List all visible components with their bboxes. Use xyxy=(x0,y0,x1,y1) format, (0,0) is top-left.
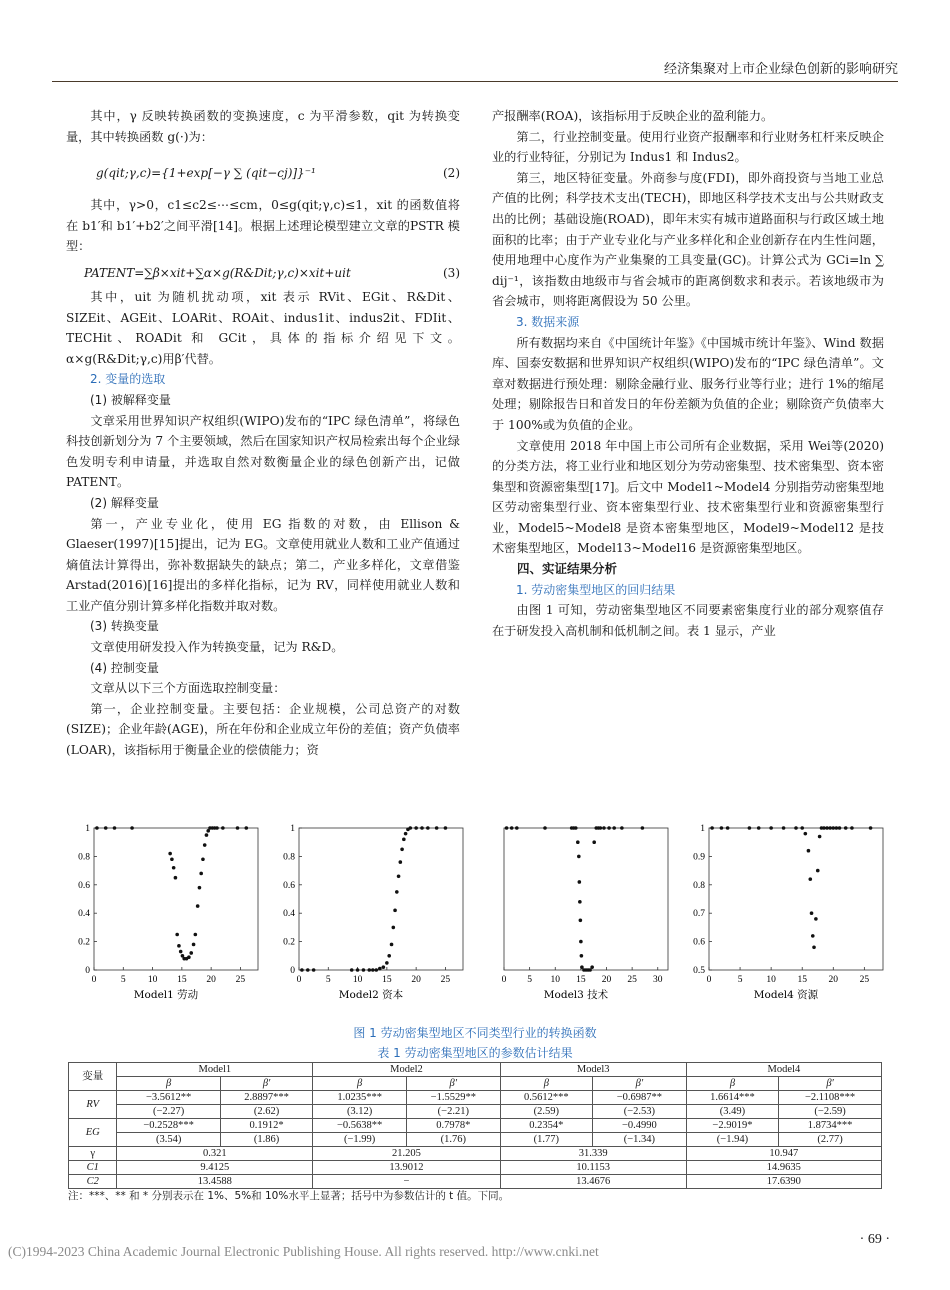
data-point xyxy=(399,860,403,864)
table-cell: (−1.34) xyxy=(593,1133,687,1147)
x-tick-label: 0 xyxy=(501,975,507,985)
table-cell: (3.12) xyxy=(313,1105,407,1119)
table-cell: − xyxy=(313,1175,500,1189)
data-point xyxy=(174,876,178,880)
equation-body: g(qit;γ,c)={1+exp[−γ ∑ (qit−cj)]}⁻¹ xyxy=(96,166,316,181)
table-cell: (−2.21) xyxy=(406,1105,500,1119)
data-point xyxy=(300,968,304,972)
data-point xyxy=(812,945,816,949)
table-cell: 21.205 xyxy=(313,1147,500,1161)
data-point xyxy=(392,926,396,930)
data-point xyxy=(395,890,399,894)
subsection-heading: (2) 解释变量 xyxy=(90,495,159,510)
data-point xyxy=(203,843,207,847)
x-tick-label: 0 xyxy=(91,975,97,985)
data-point xyxy=(641,826,645,830)
paragraph: 产报酬率(ROA)，该指标用于反映企业的盈利能力。 xyxy=(492,109,774,123)
x-tick-label: 10 xyxy=(147,975,158,985)
data-point xyxy=(822,826,826,830)
y-tick-label: 1 xyxy=(700,824,705,834)
data-point xyxy=(408,826,412,830)
equation-number: (2) xyxy=(443,166,460,181)
data-point xyxy=(444,826,448,830)
data-point xyxy=(816,869,820,873)
data-point xyxy=(818,835,822,839)
data-point xyxy=(414,826,418,830)
x-tick-label: 25 xyxy=(627,975,637,985)
paragraph: 文章使用 2018 年中国上市公司所有企业数据，采用 Wei等(2020)的分类方法，将工业行业和地区划分为劳动密集型、技术密集型、资本密集型和资源密集型[17]。后文中 Model1~Model4 分别指劳动密集型地区劳动密集型行业、资本密集型行业、技术密集型行业和资源密集型行业，Model5~Model8 是资本密集型地区，Model9~Model12 是技术密集型地区，Model13~Model16 是资源密集型地区。 xyxy=(492,438,884,556)
data-point xyxy=(170,857,174,861)
chart-title: Model4 资源 xyxy=(753,989,819,1001)
subsection-heading: (4) 控制变量 xyxy=(90,660,159,675)
data-point xyxy=(104,826,108,830)
data-point xyxy=(199,872,203,876)
data-point xyxy=(130,826,134,830)
table-caption: 表 1 劳动密集型地区的参数估计结果 xyxy=(377,1046,573,1060)
data-point xyxy=(844,826,848,830)
paragraph: 其中，uit 为随机扰动项，xit 表示 RVit、EGit、R&Dit、SIZEit、AGEit、LOARit、ROAit、indus1it、indus2it、FDIit、TECHit、ROADit 和 GCit，具体的指标介绍见下文。α×g(R&Dit;γ,c)用β′代替。 xyxy=(66,289,460,366)
y-tick-label: 0.6 xyxy=(78,880,90,891)
table-cell: Model1 xyxy=(117,1063,313,1077)
x-tick-label: 20 xyxy=(601,975,612,985)
chart-model1 xyxy=(70,820,260,1024)
data-point xyxy=(371,968,375,972)
chart-title: Model3 技术 xyxy=(543,989,609,1001)
x-tick-label: 5 xyxy=(527,975,532,985)
data-point xyxy=(350,968,354,972)
table-cell: 1.0235*** xyxy=(313,1091,407,1105)
x-tick-label: 5 xyxy=(737,975,743,985)
data-point xyxy=(221,826,225,830)
figure-caption: 图 1 劳动密集型地区不同类型行业的转换函数 xyxy=(353,1026,597,1040)
paragraph: 所有数据均来自《中国统计年鉴》《中国城市统计年鉴》、Wind 数据库、国泰安数据和世界知识产权组织(WIPO)发布的“IPC 绿色清单”。文章对数据进行预处理：剔除金融行业、服务行业等行业；进行 1%的缩尾处理；剔除报告日和首发日的年份差额为负值的企业；剔除资产负债率大于 100%或为负值的企业。 xyxy=(492,335,884,432)
data-point xyxy=(177,944,181,948)
data-point xyxy=(748,826,752,830)
data-point xyxy=(510,826,514,830)
table-row xyxy=(69,1119,882,1133)
x-tick-label: 25 xyxy=(859,975,870,985)
paragraph: 文章从以下三个方面选取控制变量： xyxy=(90,681,286,696)
table-row xyxy=(69,1091,882,1105)
data-point xyxy=(579,919,583,923)
data-point xyxy=(113,826,117,830)
paragraph: 第三，地区特征变量。外商参与度(FDI)，即外商投资与当地工业总产值的比例；科学技术支出(TECH)，即地区科学技术支出与公共财政支出的比例；基础设施(ROAD)，即年末实有城市道路面积与行政区域土地面积的比率；由于产业专业化与产业多样化和企业创新存在内生性问题，使用地理中心度作为产业集聚的工具变量(GC)。计算公式为 GCi=ln ∑ dij⁻¹，该指数由地级市与省会城市的距离倒数求和表示。若该地级市为省会城市，则将距离假设为 50 公里。 xyxy=(492,170,884,309)
table-cell: 1.6614*** xyxy=(686,1091,778,1105)
table-cell: β′ xyxy=(593,1077,687,1091)
table-row xyxy=(69,1105,882,1119)
data-point xyxy=(807,849,811,853)
table-cell: 13.9012 xyxy=(313,1161,500,1175)
table-cell: 0.2354* xyxy=(500,1119,592,1133)
data-point xyxy=(580,954,584,958)
equation-3 xyxy=(66,261,460,283)
x-tick-label: 10 xyxy=(766,975,776,985)
data-point xyxy=(828,826,832,830)
data-point xyxy=(393,909,397,913)
paragraph: 第一，企业控制变量。主要包括：企业规模，公司总资产的对数(SIZE)；企业年龄(AGE)，所在年份和企业成立年份的差值；资产负债率(LOAR)，该指标用于衡量企业的偿债能力；资 xyxy=(66,701,460,758)
y-tick-label: 1 xyxy=(290,824,295,834)
chart-model3 xyxy=(480,820,670,1024)
paragraph: 其中，γ>0，c1≤c2≤⋯≤cm，0≤g(qit;γ,c)≤1，xit 的函数值将在 b1′和 b1′+b2′之间平滑[14]。根据上述理论模型建立文章的PSTR 模型： xyxy=(66,198,460,254)
data-point xyxy=(577,855,581,859)
y-tick-label: 0 xyxy=(85,966,90,976)
data-point xyxy=(804,832,808,836)
table-cell: 13.4588 xyxy=(117,1175,313,1189)
y-tick-label: 0.2 xyxy=(283,937,295,948)
paragraph: 其中，γ 反映转换函数的变换速度，c 为平滑参数，qit 为转换变量，其中转换函数 g(·)为： xyxy=(66,109,460,144)
data-point xyxy=(400,848,404,852)
table-cell: (1.86) xyxy=(220,1133,312,1147)
data-point xyxy=(397,874,401,878)
x-tick-label: 30 xyxy=(653,975,663,985)
page-number: · 69 · xyxy=(859,1232,890,1247)
data-point xyxy=(825,826,829,830)
data-point xyxy=(404,832,408,836)
x-tick-label: 15 xyxy=(797,975,807,985)
paragraph: 由图 1 可知，劳动密集型地区不同要素密集度行业的部分观察值存在于研发投入高机制和低机制之间。表 1 显示，产业 xyxy=(492,603,884,638)
table-cell: β′ xyxy=(779,1077,882,1091)
data-point xyxy=(375,968,379,972)
paragraph: 第二，行业控制变量。使用行业资产报酬率和行业财务杠杆来反映企业的行业特征，分别记为 Indus1 和 Indus2。 xyxy=(492,129,884,165)
equation-body: PATENT=∑β×xit+∑α×g(R&Dit;γ,c)×xit+uit xyxy=(84,265,351,280)
data-point xyxy=(590,965,594,969)
plot-frame xyxy=(709,828,883,970)
x-tick-label: 5 xyxy=(325,975,331,985)
data-point xyxy=(515,826,519,830)
header-rule xyxy=(52,81,898,82)
table-row xyxy=(69,1161,882,1175)
left-column xyxy=(66,106,460,761)
data-point xyxy=(579,940,583,944)
table-header-row xyxy=(69,1063,882,1077)
table-cell: C2 xyxy=(69,1175,117,1189)
data-point xyxy=(578,880,582,884)
table-cell: β xyxy=(313,1077,407,1091)
y-tick-label: 0.9 xyxy=(693,852,705,863)
table-cell: 10.947 xyxy=(686,1147,881,1161)
data-point xyxy=(382,965,386,969)
table-cell: (1.76) xyxy=(406,1133,500,1147)
chart-model4 xyxy=(685,820,885,1024)
table-cell: 0.7978* xyxy=(406,1119,500,1133)
data-point xyxy=(782,826,786,830)
y-tick-label: 0.6 xyxy=(283,880,295,891)
table-cell: 变量 xyxy=(69,1063,117,1091)
equation-2 xyxy=(66,151,460,191)
paragraph: 文章采用世界知识产权组织(WIPO)发布的“IPC 绿色清单”，将绿色科技创新划分为 7 个主要领域，然后在国家知识产权局检索出每个企业绿色发明专利申请量，并选取自然对数衡量企业的绿色创新产出，记做 PATENT。 xyxy=(66,413,460,490)
data-point xyxy=(205,833,209,837)
data-point xyxy=(187,955,191,959)
table-cell: 0.5612*** xyxy=(500,1091,592,1105)
table-cell: β xyxy=(686,1077,778,1091)
data-point xyxy=(356,968,360,972)
table-cell: 14.9635 xyxy=(686,1161,881,1175)
table-cell: (−2.27) xyxy=(117,1105,220,1119)
table-header-row xyxy=(69,1077,882,1091)
data-point xyxy=(378,967,382,971)
y-tick-label: 0.4 xyxy=(283,909,295,920)
data-point xyxy=(757,826,761,830)
data-point xyxy=(505,826,509,830)
x-tick-label: 15 xyxy=(382,975,392,985)
data-point xyxy=(800,826,804,830)
data-point xyxy=(385,961,389,965)
data-point xyxy=(175,933,179,937)
table-cell: 1.8734*** xyxy=(779,1119,882,1133)
data-point xyxy=(168,852,172,856)
table-cell: 31.339 xyxy=(500,1147,686,1161)
data-point xyxy=(710,826,714,830)
data-point xyxy=(720,826,724,830)
data-point xyxy=(215,826,219,830)
data-point xyxy=(576,840,580,844)
data-point xyxy=(362,968,366,972)
table-row xyxy=(69,1133,882,1147)
data-point xyxy=(599,826,603,830)
table-row xyxy=(69,1147,882,1161)
y-tick-label: 0.8 xyxy=(283,852,295,863)
data-point xyxy=(602,826,606,830)
table-cell: β xyxy=(500,1077,592,1091)
data-point xyxy=(435,826,439,830)
table-cell: Model3 xyxy=(500,1063,686,1077)
data-point xyxy=(612,826,616,830)
x-tick-label: 10 xyxy=(550,975,560,985)
table-cell: 2.8897*** xyxy=(220,1091,312,1105)
data-point xyxy=(236,826,240,830)
chapter-heading: 四、实证结果分析 xyxy=(517,561,618,577)
data-point xyxy=(390,943,394,947)
table-cell: (2.59) xyxy=(500,1105,592,1119)
data-point xyxy=(196,904,200,908)
data-point xyxy=(312,968,316,972)
data-point xyxy=(543,826,547,830)
table-cell: 17.6390 xyxy=(686,1175,881,1189)
table-cell: β xyxy=(117,1077,220,1091)
data-point xyxy=(578,900,582,904)
x-tick-label: 25 xyxy=(235,975,246,985)
data-point xyxy=(769,826,773,830)
data-point xyxy=(811,934,815,938)
data-point xyxy=(387,954,391,958)
section-heading: 3. 数据来源 xyxy=(516,314,580,329)
table-cell: −2.9019* xyxy=(686,1119,778,1133)
x-tick-label: 20 xyxy=(206,975,216,985)
x-tick-label: 5 xyxy=(120,975,126,985)
y-tick-label: 0.2 xyxy=(78,937,90,948)
x-tick-label: 10 xyxy=(352,975,363,985)
table-cell: RV xyxy=(69,1091,117,1119)
chart-title: Model1 劳动 xyxy=(133,989,199,1001)
table-cell: 0.1912* xyxy=(220,1119,312,1133)
table-cell: −0.5638** xyxy=(313,1119,407,1133)
data-point xyxy=(810,911,814,915)
table-cell: C1 xyxy=(69,1161,117,1175)
y-tick-label: 0 xyxy=(290,966,295,976)
plot-frame xyxy=(94,828,258,970)
x-tick-label: 20 xyxy=(828,975,839,985)
data-point xyxy=(620,826,624,830)
data-point xyxy=(179,950,183,954)
data-point xyxy=(201,857,205,861)
data-point xyxy=(592,840,596,844)
paragraph: 第一，产业专业化，使用 EG 指数的对数，由 Ellison & Glaeser(1997)[15]提出，记为 EG。文章使用就业人数和工业产值通过熵值法计算得出，弥补数据缺失的缺点；第二，产业多样化，文章借鉴 Arstad(2016)[16]提出的多样化指标，记为 RV，同样使用就业人数和工业产值分别计算多样化指数并取对数。 xyxy=(66,516,460,613)
table-cell: (1.77) xyxy=(500,1133,592,1147)
table-cell: 10.1153 xyxy=(500,1161,686,1175)
section-heading: 2. 变量的选取 xyxy=(90,372,166,387)
data-point xyxy=(794,826,798,830)
data-point xyxy=(402,838,406,842)
table-cell: (2.77) xyxy=(779,1133,882,1147)
table-cell: Model4 xyxy=(686,1063,881,1077)
data-point xyxy=(189,951,193,955)
data-point xyxy=(607,826,611,830)
chart-title: Model2 资本 xyxy=(338,989,404,1001)
table-cell: (2.62) xyxy=(220,1105,312,1119)
chart-model2 xyxy=(275,820,465,1024)
table-cell: (−2.53) xyxy=(593,1105,687,1119)
y-tick-label: 0.7 xyxy=(693,909,705,920)
y-tick-label: 0.6 xyxy=(693,937,705,948)
x-tick-label: 0 xyxy=(706,975,712,985)
x-tick-label: 0 xyxy=(296,975,302,985)
table-cell: 9.4125 xyxy=(117,1161,313,1175)
data-point xyxy=(367,968,371,972)
table-cell: −0.6987** xyxy=(593,1091,687,1105)
equation-number: (3) xyxy=(443,265,460,280)
table-cell: β′ xyxy=(220,1077,312,1091)
table-cell: −3.5612** xyxy=(117,1091,220,1105)
x-tick-label: 25 xyxy=(440,975,451,985)
running-header: 经济集聚对上市企业绿色创新的影响研究 xyxy=(663,62,898,77)
data-point xyxy=(835,826,839,830)
subsection-heading: (1) 被解释变量 xyxy=(90,392,171,407)
table-cell: Model2 xyxy=(313,1063,500,1077)
plot-frame xyxy=(504,828,668,970)
data-point xyxy=(838,826,842,830)
data-point xyxy=(420,826,424,830)
plot-frame xyxy=(299,828,463,970)
x-tick-label: 20 xyxy=(411,975,421,985)
table-cell: −1.5529** xyxy=(406,1091,500,1105)
table-cell: 13.4676 xyxy=(500,1175,686,1189)
x-tick-label: 15 xyxy=(177,975,187,985)
table-cell: (−2.59) xyxy=(779,1105,882,1119)
paragraph: 文章使用研发投入作为转换变量，记为 R&D。 xyxy=(90,640,344,655)
table-row xyxy=(69,1175,882,1189)
y-tick-label: 0.8 xyxy=(78,852,90,863)
right-column xyxy=(492,106,884,641)
figure-1 xyxy=(70,820,890,1020)
y-tick-label: 0.5 xyxy=(693,966,705,976)
data-point xyxy=(808,877,812,881)
y-tick-label: 0.4 xyxy=(78,909,90,920)
copyright-footer: (C)1994-2023 China Academic Journal Electronic Publishing House. All rights reserved. http://www.cnki.net xyxy=(8,1244,599,1259)
table-cell: EG xyxy=(69,1119,117,1147)
x-tick-label: 15 xyxy=(576,975,586,985)
table-cell: −0.2528*** xyxy=(117,1119,220,1133)
data-point xyxy=(172,866,176,870)
table-note: 注：***、** 和 * 分别表示在 1%、5%和 10%水平上显著；括号中为参数估计的 t 值。下同。 xyxy=(68,1190,510,1202)
data-point xyxy=(726,826,730,830)
section-heading: 1. 劳动密集型地区的回归结果 xyxy=(516,582,676,597)
data-point xyxy=(192,943,196,947)
table-cell: (−1.94) xyxy=(686,1133,778,1147)
table-cell: (3.54) xyxy=(117,1133,220,1147)
table-cell: −0.4990 xyxy=(593,1119,687,1133)
data-point xyxy=(426,826,430,830)
data-point xyxy=(831,826,835,830)
data-point xyxy=(869,826,873,830)
table-cell: (−1.99) xyxy=(313,1133,407,1147)
data-point xyxy=(244,826,248,830)
table-cell: −2.1108*** xyxy=(779,1091,882,1105)
data-point xyxy=(306,968,310,972)
y-tick-label: 1 xyxy=(85,824,90,834)
data-point xyxy=(198,886,202,890)
data-point xyxy=(814,917,818,921)
table-cell: 0.321 xyxy=(117,1147,313,1161)
parameter-table xyxy=(68,1062,882,1189)
table-cell: (3.49) xyxy=(686,1105,778,1119)
table-cell: β′ xyxy=(406,1077,500,1091)
subsection-heading: (3) 转换变量 xyxy=(90,619,159,634)
y-tick-label: 0.8 xyxy=(693,880,705,891)
data-point xyxy=(574,826,578,830)
data-point xyxy=(194,933,198,937)
data-point xyxy=(95,826,99,830)
table-cell: γ xyxy=(69,1147,117,1161)
data-point xyxy=(850,826,854,830)
